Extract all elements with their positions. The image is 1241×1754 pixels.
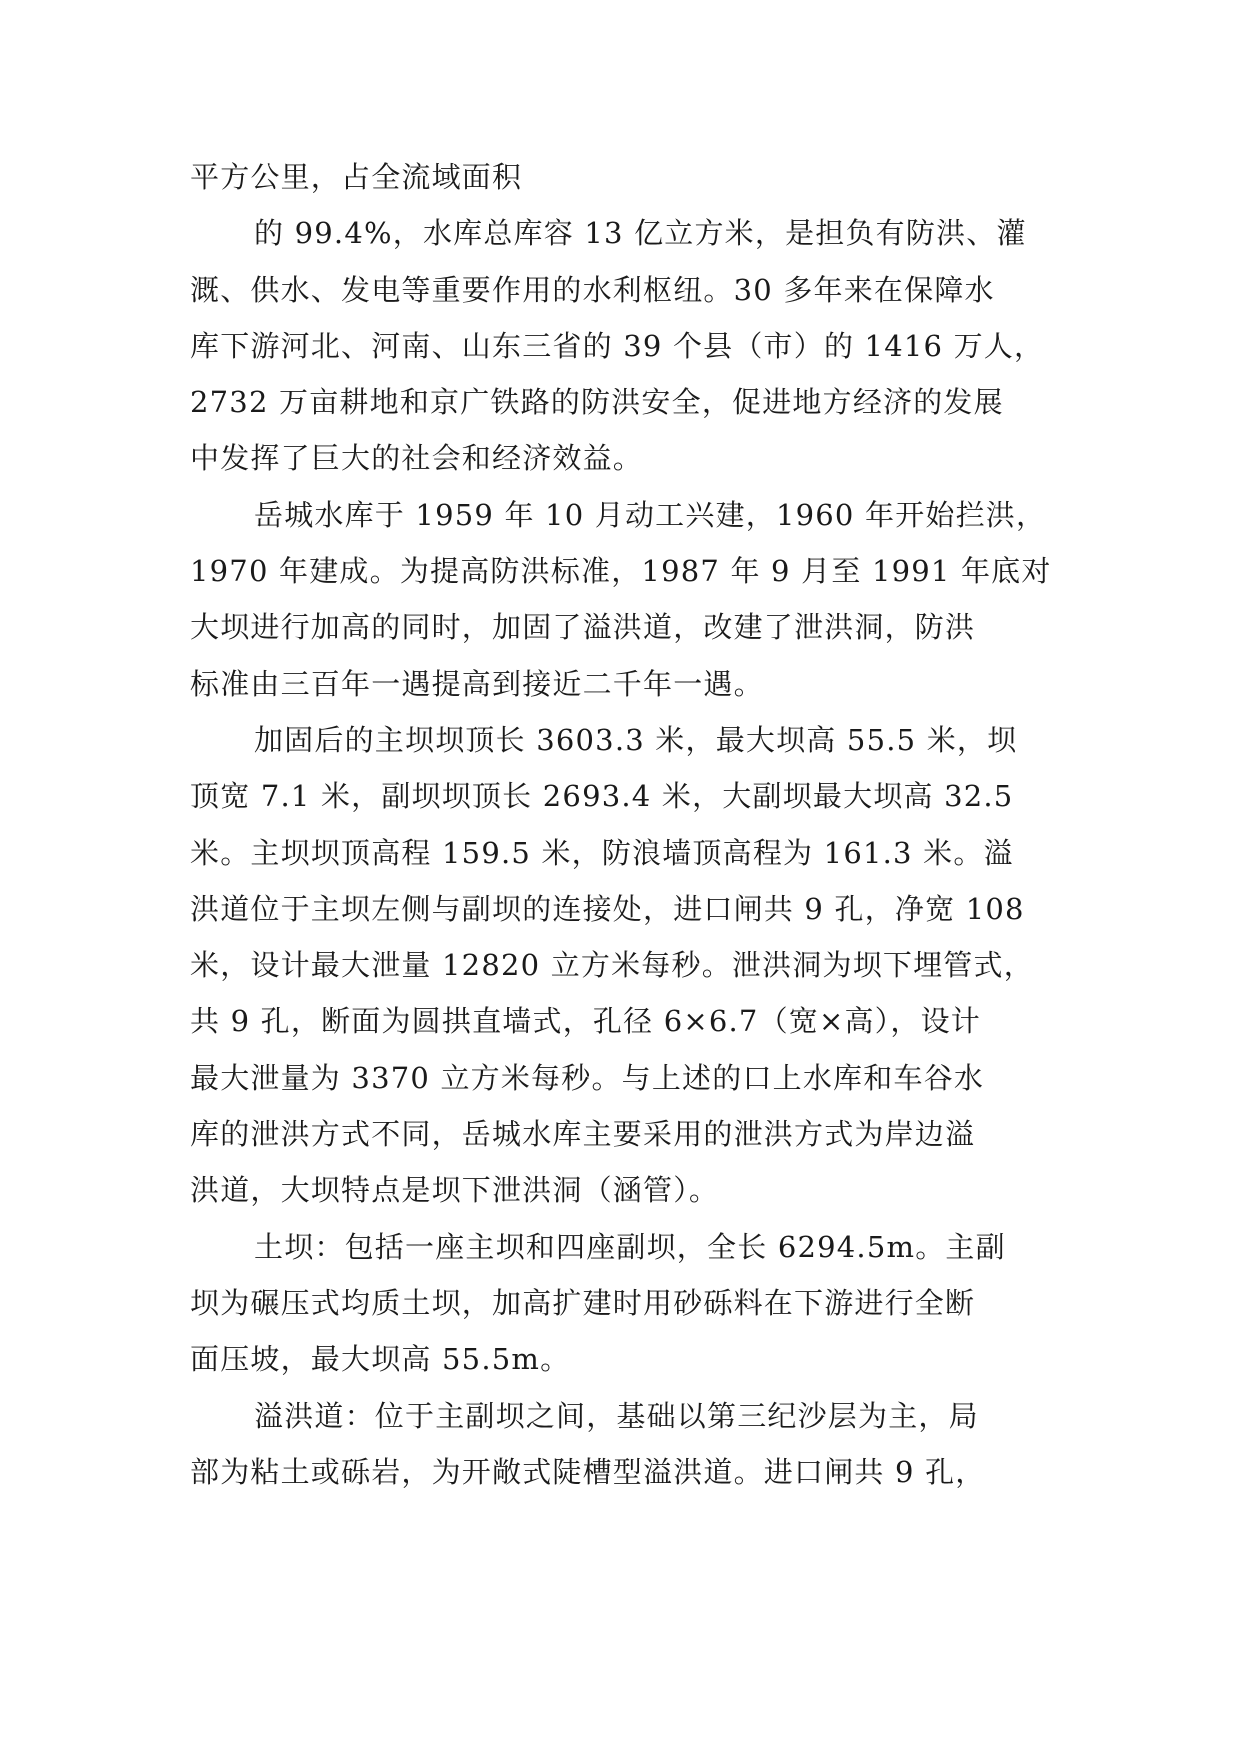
paragraph-4 (190, 712, 1055, 1219)
text-line: 1970 年建成。为提高防洪标准，1987 年 9 月至 1991 年底对 (190, 554, 1052, 589)
text-line: 加固后的主坝坝顶长 3603.3 米，最大坝高 55.5 米，坝 (254, 722, 1018, 757)
text-line: 库的泄洪方式不同，岳城水库主要采用的泄洪方式为岸边溢 (190, 1117, 976, 1152)
text-line: 2732 万亩耕地和京广铁路的防洪安全，促进地方经济的发展 (190, 385, 1004, 420)
text-line: 溉、供水、发电等重要作用的水利枢纽。30 多年来在保障水 (190, 272, 995, 307)
text-line: 大坝进行加高的同时，加固了溢洪道，改建了泄洪洞，防洪 (190, 610, 976, 645)
text-line: 部为粘土或砾岩，为开敞式陡槽型溢洪道。进口闸共 9 孔， (190, 1454, 986, 1489)
text-line: 洪道，大坝特点是坝下泄洪洞（涵管）。 (190, 1173, 720, 1208)
text-line: 中发挥了巨大的社会和经济效益。 (190, 441, 644, 476)
text-line: 顶宽 7.1 米，副坝坝顶长 2693.4 米，大副坝最大坝高 32.5 (190, 779, 1014, 814)
text-line: 的 99.4%，水库总库容 13 亿立方米，是担负有防洪、灌 (254, 216, 1027, 251)
text-line: 库下游河北、河南、山东三省的 39 个县（市）的 1416 万人， (190, 328, 1045, 363)
text-line: 共 9 孔，断面为圆拱直墙式，孔径 6×6.7（宽×高），设计 (190, 1004, 981, 1039)
text-line: 洪道位于主坝左侧与副坝的连接处，进口闸共 9 孔，净宽 108 (190, 891, 1025, 926)
paragraph-1 (190, 149, 1055, 205)
text-line: 面压坡，最大坝高 55.5m。 (190, 1342, 571, 1377)
text-line: 平方公里，占全流域面积 (190, 160, 523, 194)
text-line: 最大泄量为 3370 立方米每秒。与上述的口上水库和车谷水 (190, 1060, 985, 1095)
text-line: 溢洪道：位于主副坝之间，基础以第三纪沙层为主，局 (254, 1398, 979, 1433)
paragraph-5 (190, 1219, 1055, 1388)
text-line: 米，设计最大泄量 12820 立方米每秒。泄洪洞为坝下埋管式， (190, 948, 1034, 983)
document-body (190, 149, 1055, 1500)
paragraph-2 (190, 205, 1055, 486)
text-line: 土坝：包括一座主坝和四座副坝，全长 6294.5m。主副 (254, 1229, 1006, 1264)
text-line: 岳城水库于 1959 年 10 月动工兴建，1960 年开始拦洪， (254, 497, 1047, 532)
paragraph-3 (190, 487, 1055, 712)
text-line: 坝为碾压式均质土坝，加高扩建时用砂砾料在下游进行全断 (190, 1285, 976, 1320)
text-line: 标准由三百年一遇提高到接近二千年一遇。 (190, 666, 764, 701)
paragraph-6 (190, 1388, 1055, 1501)
text-line: 米。主坝坝顶高程 159.5 米，防浪墙顶高程为 161.3 米。溢 (190, 835, 1014, 870)
